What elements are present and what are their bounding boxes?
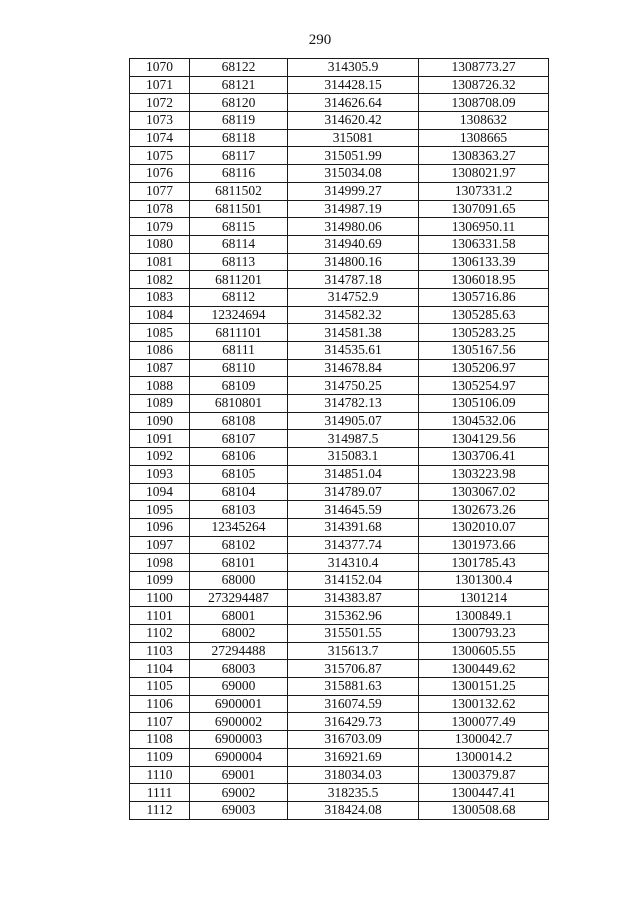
row-index-cell: 1097 <box>130 536 190 554</box>
table-row <box>130 324 549 342</box>
table-row <box>130 483 549 501</box>
y-coordinate-cell: 1300151.25 <box>419 678 549 696</box>
row-index-cell: 1093 <box>130 465 190 483</box>
x-coordinate-cell: 314391.68 <box>288 518 419 536</box>
x-coordinate-cell: 314310.4 <box>288 554 419 572</box>
table-row <box>130 589 549 607</box>
table-row <box>130 571 549 589</box>
point-id-cell: 68103 <box>190 501 288 519</box>
y-coordinate-cell: 1306018.95 <box>419 271 549 289</box>
table-row <box>130 536 549 554</box>
point-id-cell: 68120 <box>190 94 288 112</box>
row-index-cell: 1111 <box>130 784 190 802</box>
point-id-cell: 68002 <box>190 625 288 643</box>
point-id-cell: 68116 <box>190 165 288 183</box>
row-index-cell: 1110 <box>130 766 190 784</box>
table-row <box>130 200 549 218</box>
x-coordinate-cell: 314999.27 <box>288 182 419 200</box>
x-coordinate-cell: 315362.96 <box>288 607 419 625</box>
row-index-cell: 1079 <box>130 218 190 236</box>
point-id-cell: 68115 <box>190 218 288 236</box>
y-coordinate-cell: 1301973.66 <box>419 536 549 554</box>
x-coordinate-cell: 314752.9 <box>288 288 419 306</box>
point-id-cell: 68000 <box>190 571 288 589</box>
row-index-cell: 1081 <box>130 253 190 271</box>
point-id-cell: 68001 <box>190 607 288 625</box>
row-index-cell: 1082 <box>130 271 190 289</box>
y-coordinate-cell: 1305206.97 <box>419 359 549 377</box>
y-coordinate-cell: 1305283.25 <box>419 324 549 342</box>
point-id-cell: 6900003 <box>190 731 288 749</box>
row-index-cell: 1100 <box>130 589 190 607</box>
point-id-cell: 68104 <box>190 483 288 501</box>
table-row <box>130 59 549 77</box>
table-row <box>130 271 549 289</box>
point-id-cell: 68112 <box>190 288 288 306</box>
table-row <box>130 430 549 448</box>
row-index-cell: 1102 <box>130 625 190 643</box>
row-index-cell: 1103 <box>130 642 190 660</box>
x-coordinate-cell: 316921.69 <box>288 748 419 766</box>
x-coordinate-cell: 315083.1 <box>288 448 419 466</box>
table-row <box>130 395 549 413</box>
x-coordinate-cell: 314620.42 <box>288 112 419 130</box>
table-row <box>130 218 549 236</box>
x-coordinate-cell: 314789.07 <box>288 483 419 501</box>
y-coordinate-cell: 1300793.23 <box>419 625 549 643</box>
y-coordinate-cell: 1307331.2 <box>419 182 549 200</box>
table-row <box>130 76 549 94</box>
row-index-cell: 1108 <box>130 731 190 749</box>
x-coordinate-cell: 314678.84 <box>288 359 419 377</box>
point-id-cell: 68101 <box>190 554 288 572</box>
y-coordinate-cell: 1308363.27 <box>419 147 549 165</box>
x-coordinate-cell: 315881.63 <box>288 678 419 696</box>
x-coordinate-cell: 314582.32 <box>288 306 419 324</box>
y-coordinate-cell: 1300605.55 <box>419 642 549 660</box>
table-row <box>130 377 549 395</box>
y-coordinate-cell: 1303067.02 <box>419 483 549 501</box>
x-coordinate-cell: 314645.59 <box>288 501 419 519</box>
row-index-cell: 1089 <box>130 395 190 413</box>
table-row <box>130 112 549 130</box>
point-id-cell: 27294488 <box>190 642 288 660</box>
row-index-cell: 1094 <box>130 483 190 501</box>
y-coordinate-cell: 1308726.32 <box>419 76 549 94</box>
row-index-cell: 1105 <box>130 678 190 696</box>
y-coordinate-cell: 1303706.41 <box>419 448 549 466</box>
y-coordinate-cell: 1308021.97 <box>419 165 549 183</box>
point-id-cell: 6811502 <box>190 182 288 200</box>
row-index-cell: 1080 <box>130 235 190 253</box>
point-id-cell: 68106 <box>190 448 288 466</box>
row-index-cell: 1078 <box>130 200 190 218</box>
row-index-cell: 1091 <box>130 430 190 448</box>
table-row <box>130 731 549 749</box>
row-index-cell: 1075 <box>130 147 190 165</box>
table-row <box>130 288 549 306</box>
row-index-cell: 1085 <box>130 324 190 342</box>
x-coordinate-cell: 314535.61 <box>288 342 419 360</box>
row-index-cell: 1073 <box>130 112 190 130</box>
table-row <box>130 448 549 466</box>
y-coordinate-cell: 1300449.62 <box>419 660 549 678</box>
point-id-cell: 6900004 <box>190 748 288 766</box>
table-row <box>130 554 549 572</box>
y-coordinate-cell: 1302010.07 <box>419 518 549 536</box>
table-row <box>130 607 549 625</box>
table-row <box>130 801 549 819</box>
x-coordinate-cell: 314626.64 <box>288 94 419 112</box>
y-coordinate-cell: 1301785.43 <box>419 554 549 572</box>
table-row <box>130 342 549 360</box>
point-id-cell: 68122 <box>190 59 288 77</box>
point-id-cell: 68003 <box>190 660 288 678</box>
x-coordinate-cell: 314305.9 <box>288 59 419 77</box>
y-coordinate-cell: 1305167.56 <box>419 342 549 360</box>
y-coordinate-cell: 1308708.09 <box>419 94 549 112</box>
point-id-cell: 68110 <box>190 359 288 377</box>
point-id-cell: 68102 <box>190 536 288 554</box>
point-id-cell: 6811101 <box>190 324 288 342</box>
page-number: 290 <box>308 32 332 48</box>
y-coordinate-cell: 1307091.65 <box>419 200 549 218</box>
x-coordinate-cell: 314152.04 <box>288 571 419 589</box>
table-row <box>130 306 549 324</box>
point-id-cell: 68121 <box>190 76 288 94</box>
table-row <box>130 625 549 643</box>
x-coordinate-cell: 314787.18 <box>288 271 419 289</box>
x-coordinate-cell: 314987.19 <box>288 200 419 218</box>
x-coordinate-cell: 314377.74 <box>288 536 419 554</box>
row-index-cell: 1086 <box>130 342 190 360</box>
table-body <box>130 59 549 820</box>
table-row <box>130 147 549 165</box>
point-id-cell: 68105 <box>190 465 288 483</box>
row-index-cell: 1088 <box>130 377 190 395</box>
table-row <box>130 359 549 377</box>
y-coordinate-cell: 1300849.1 <box>419 607 549 625</box>
x-coordinate-cell: 314800.16 <box>288 253 419 271</box>
row-index-cell: 1071 <box>130 76 190 94</box>
x-coordinate-cell: 314750.25 <box>288 377 419 395</box>
point-id-cell: 68118 <box>190 129 288 147</box>
table-row <box>130 129 549 147</box>
y-coordinate-cell: 1300379.87 <box>419 766 549 784</box>
table-row <box>130 695 549 713</box>
row-index-cell: 1104 <box>130 660 190 678</box>
row-index-cell: 1084 <box>130 306 190 324</box>
x-coordinate-cell: 315051.99 <box>288 147 419 165</box>
row-index-cell: 1092 <box>130 448 190 466</box>
row-index-cell: 1099 <box>130 571 190 589</box>
y-coordinate-cell: 1301214 <box>419 589 549 607</box>
y-coordinate-cell: 1306331.58 <box>419 235 549 253</box>
row-index-cell: 1096 <box>130 518 190 536</box>
y-coordinate-cell: 1305716.86 <box>419 288 549 306</box>
point-id-cell: 69002 <box>190 784 288 802</box>
y-coordinate-cell: 1300014.2 <box>419 748 549 766</box>
x-coordinate-cell: 314383.87 <box>288 589 419 607</box>
row-index-cell: 1083 <box>130 288 190 306</box>
table-row <box>130 235 549 253</box>
row-index-cell: 1072 <box>130 94 190 112</box>
table-row <box>130 501 549 519</box>
x-coordinate-cell: 318235.5 <box>288 784 419 802</box>
x-coordinate-cell: 314782.13 <box>288 395 419 413</box>
table-row <box>130 465 549 483</box>
table-row <box>130 165 549 183</box>
x-coordinate-cell: 318034.03 <box>288 766 419 784</box>
x-coordinate-cell: 314428.15 <box>288 76 419 94</box>
x-coordinate-cell: 314987.5 <box>288 430 419 448</box>
y-coordinate-cell: 1300042.7 <box>419 731 549 749</box>
x-coordinate-cell: 314851.04 <box>288 465 419 483</box>
point-id-cell: 12345264 <box>190 518 288 536</box>
y-coordinate-cell: 1300077.49 <box>419 713 549 731</box>
row-index-cell: 1076 <box>130 165 190 183</box>
y-coordinate-cell: 1308773.27 <box>419 59 549 77</box>
x-coordinate-cell: 315501.55 <box>288 625 419 643</box>
point-id-cell: 68119 <box>190 112 288 130</box>
x-coordinate-cell: 315034.08 <box>288 165 419 183</box>
y-coordinate-cell: 1308665 <box>419 129 549 147</box>
table-row <box>130 766 549 784</box>
y-coordinate-cell: 1300447.41 <box>419 784 549 802</box>
x-coordinate-cell: 318424.08 <box>288 801 419 819</box>
row-index-cell: 1074 <box>130 129 190 147</box>
row-index-cell: 1087 <box>130 359 190 377</box>
table-row <box>130 94 549 112</box>
y-coordinate-cell: 1305106.09 <box>419 395 549 413</box>
point-id-cell: 69003 <box>190 801 288 819</box>
x-coordinate-cell: 314980.06 <box>288 218 419 236</box>
x-coordinate-cell: 314581.38 <box>288 324 419 342</box>
coordinates-table <box>129 58 549 820</box>
point-id-cell: 6811501 <box>190 200 288 218</box>
point-id-cell: 273294487 <box>190 589 288 607</box>
x-coordinate-cell: 315706.87 <box>288 660 419 678</box>
x-coordinate-cell: 316074.59 <box>288 695 419 713</box>
row-index-cell: 1101 <box>130 607 190 625</box>
row-index-cell: 1106 <box>130 695 190 713</box>
table-row <box>130 253 549 271</box>
y-coordinate-cell: 1301300.4 <box>419 571 549 589</box>
point-id-cell: 68108 <box>190 412 288 430</box>
y-coordinate-cell: 1308632 <box>419 112 549 130</box>
point-id-cell: 69000 <box>190 678 288 696</box>
y-coordinate-cell: 1300132.62 <box>419 695 549 713</box>
y-coordinate-cell: 1302673.26 <box>419 501 549 519</box>
table-row <box>130 678 549 696</box>
x-coordinate-cell: 316703.09 <box>288 731 419 749</box>
point-id-cell: 6810801 <box>190 395 288 413</box>
point-id-cell: 6900002 <box>190 713 288 731</box>
y-coordinate-cell: 1306950.11 <box>419 218 549 236</box>
point-id-cell: 69001 <box>190 766 288 784</box>
point-id-cell: 68113 <box>190 253 288 271</box>
x-coordinate-cell: 316429.73 <box>288 713 419 731</box>
row-index-cell: 1077 <box>130 182 190 200</box>
table-row <box>130 660 549 678</box>
x-coordinate-cell: 315081 <box>288 129 419 147</box>
point-id-cell: 68111 <box>190 342 288 360</box>
point-id-cell: 68107 <box>190 430 288 448</box>
y-coordinate-cell: 1305285.63 <box>419 306 549 324</box>
table-row <box>130 748 549 766</box>
row-index-cell: 1090 <box>130 412 190 430</box>
point-id-cell: 68117 <box>190 147 288 165</box>
table-row <box>130 784 549 802</box>
table-row <box>130 412 549 430</box>
row-index-cell: 1107 <box>130 713 190 731</box>
row-index-cell: 1109 <box>130 748 190 766</box>
y-coordinate-cell: 1304129.56 <box>419 430 549 448</box>
point-id-cell: 12324694 <box>190 306 288 324</box>
point-id-cell: 6811201 <box>190 271 288 289</box>
row-index-cell: 1098 <box>130 554 190 572</box>
table-row <box>130 182 549 200</box>
y-coordinate-cell: 1305254.97 <box>419 377 549 395</box>
point-id-cell: 68109 <box>190 377 288 395</box>
row-index-cell: 1095 <box>130 501 190 519</box>
y-coordinate-cell: 1306133.39 <box>419 253 549 271</box>
point-id-cell: 68114 <box>190 235 288 253</box>
x-coordinate-cell: 314940.69 <box>288 235 419 253</box>
y-coordinate-cell: 1303223.98 <box>419 465 549 483</box>
x-coordinate-cell: 315613.7 <box>288 642 419 660</box>
table-row <box>130 713 549 731</box>
table-row <box>130 518 549 536</box>
table-row <box>130 642 549 660</box>
y-coordinate-cell: 1304532.06 <box>419 412 549 430</box>
point-id-cell: 6900001 <box>190 695 288 713</box>
y-coordinate-cell: 1300508.68 <box>419 801 549 819</box>
row-index-cell: 1112 <box>130 801 190 819</box>
x-coordinate-cell: 314905.07 <box>288 412 419 430</box>
row-index-cell: 1070 <box>130 59 190 77</box>
